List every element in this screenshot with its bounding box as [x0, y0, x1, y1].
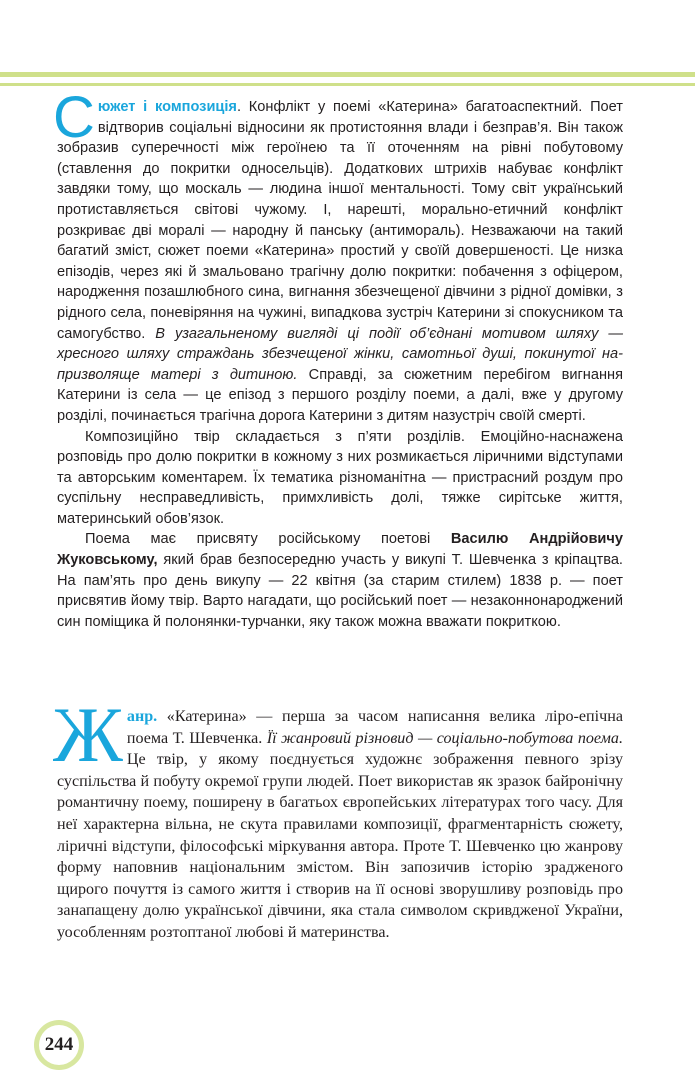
section-heading-plot: южет і композиція: [97, 99, 237, 115]
dropcap-letter: С: [53, 85, 95, 150]
paragraph-conflict: [53, 85, 623, 427]
section-genre: [53, 691, 623, 944]
paragraph-dedication: [57, 529, 623, 632]
paragraph-genre: [53, 691, 623, 944]
paragraph-text: Справді, за сюжетним перебігом вигнання Катерини із села — це епізод з першого розділу поеми, а далі, вже у другому розділі, починається трагічна дорога Катерини з дитям назустріч своїй смерті.: [57, 366, 623, 424]
paragraph-text: «Катерина» — перша за часом написання велика ліро-епічна поема Т. Шевченка.: [126, 708, 623, 747]
page-number: 244: [39, 1025, 79, 1065]
paragraph-composition: Композиційно твір складається з п’яти розділів. Емоційно-наснажена розповідь про долю покритки в кожному з них розмикається ліричними відступами та авторським коментарем. Їх тематика різноманітна — пристрасний роздум про суспільну несправедливість, примхливість долі, тяжке сирітське життя, материнський обов’язок.: [57, 428, 623, 527]
page-number-badge: [34, 1020, 84, 1070]
top-divider: [0, 72, 695, 86]
italic-emphasis: В узагальненому вигляді ці події об’єднані мотивом шляху — хресного шляху страждань збезчещеної жінки, самотньої душі, покинутої напризволяще матері з дитиною.: [57, 325, 623, 383]
section-plot-composition: [53, 85, 623, 632]
section-heading-genre: анр.: [126, 708, 158, 725]
bold-name: Василю Андрійовичу Жуковському,: [57, 531, 623, 569]
dropcap-letter: Ж: [53, 691, 123, 778]
paragraph-text: який брав безпосередню участь у викупі Т. Шевченка з кріпацтва. На пам’ять про день викупу — 22 квітня (за старим стилем) 1838 р. — поет присвятив йому твір. Варто нагадати, що російський поет — незаконнонароджений син поміщика й полонянки-турчанки, яку також можна вважати покриткою.: [57, 552, 623, 630]
paragraph-text: Поема має присвяту російському поетові: [85, 531, 451, 548]
paragraph-text: . Конфлікт у поемі «Катерина» багатоаспектний. Поет відтворив соціальні відносини як протистояння влади і безправ’я. Він також зобразив суперечності між героїнею та її оточенням на рівні побутовому (ставлення до покритки односельців). Додаткових штрихів набуває конфлікт завдяки тому, що москаль — людина іншої ментальності. Тому світ український протиставляється світові чужому. І, нарешті, морально-етичний конфлікт розкриває дві моралі — народну й панську (антимораль). Незважаючи на такий багатий зміст, сюжет поеми «Катерина» простий у своїй довершеності. Це низка епізодів, через які й змальовано трагічну долю покритки: побачення з офіцером, народження позашлюбного сина, вигнання збезчещеної дівчини з рідної домівки, з рідного села, поневіряння на чужині, випадкова зустріч Катерини зі спокусником та самогубство.: [57, 99, 623, 342]
paragraph-text: Це твір, у якому поєднується художнє зображення певного зрізу суспільства й побуту окремої групи людей. Поет використав як зразок байронічну романтичну поему, поширену в багатьох європейських літературах того часу. Для неї характерна вільна, не скута правилами композиції, фрагментарність сюжету, ліричні відступи, філософські міркування автора. Проте Т. Шевченко цю жанрову форму наповнив національним змістом. Він запозичив історію зрадженого щирого почуття із самого життя і створив на її основі зворушливу розповідь про занапащену долю української дівчини, яка стала символом скривдженої України, уособленням розтоптаної любові й материнства.: [57, 751, 623, 941]
italic-emphasis: Її жанровий різновид — соціально-побутова поема.: [266, 729, 623, 747]
